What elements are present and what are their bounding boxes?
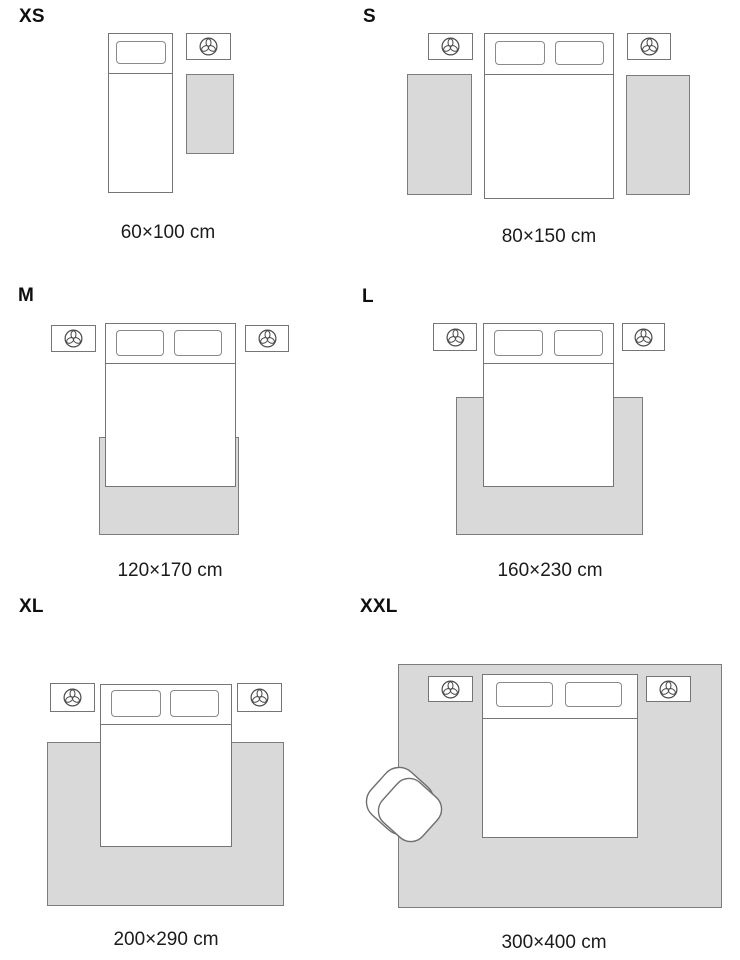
size-label: XXL (360, 596, 398, 617)
plant-icon (633, 327, 654, 348)
bed (482, 674, 638, 838)
size-label: XS (19, 6, 45, 27)
size-panel-m (0, 280, 360, 590)
rug-dimensions-caption: 160×230 cm (497, 560, 603, 581)
pillow (170, 690, 219, 717)
pillow (555, 41, 604, 65)
headboard-divider (483, 718, 637, 719)
rug-dimensions-caption: 80×150 cm (501, 226, 597, 247)
pillow (174, 330, 222, 356)
plant-icon (257, 328, 278, 349)
nightstand-left (433, 323, 477, 351)
plant-icon (62, 687, 83, 708)
plant-icon (198, 36, 219, 57)
pillow (111, 690, 161, 717)
pillow (495, 41, 545, 65)
size-panel-s (360, 0, 740, 260)
nightstand-right (646, 676, 691, 702)
pillow (116, 330, 164, 356)
plant-icon (440, 679, 461, 700)
nightstand-right (245, 325, 289, 352)
pillow (496, 682, 553, 707)
size-panel-xl (0, 590, 360, 960)
nightstand-right (627, 33, 671, 60)
nightstand-left (50, 683, 95, 712)
plant-icon (639, 36, 660, 57)
size-panel-xs (0, 0, 360, 260)
plant-icon (63, 328, 84, 349)
nightstand-left (51, 325, 96, 352)
rug-left (407, 74, 472, 195)
size-label: M (18, 285, 35, 306)
bed (108, 33, 173, 193)
rug-dimensions-caption: 60×100 cm (120, 222, 216, 243)
rug-dimensions-caption: 200×290 cm (113, 929, 219, 950)
bed (484, 33, 614, 199)
pillow (565, 682, 622, 707)
nightstand-left (428, 33, 473, 60)
bed (483, 323, 614, 487)
headboard-divider (101, 724, 231, 725)
rug (186, 74, 234, 154)
nightstand-left (428, 676, 473, 702)
plant-icon (249, 687, 270, 708)
headboard-divider (484, 363, 613, 364)
headboard-divider (485, 74, 613, 75)
bed (105, 323, 236, 487)
nightstand-right (237, 683, 282, 712)
nightstand (186, 33, 231, 60)
headboard-divider (109, 73, 172, 74)
plant-icon (440, 36, 461, 57)
pillow (494, 330, 543, 356)
bed (100, 684, 232, 847)
plant-icon (445, 327, 466, 348)
size-label: S (363, 6, 376, 27)
size-label: XL (19, 596, 44, 617)
pillow (554, 330, 603, 356)
size-label: L (362, 286, 374, 307)
size-panel-xxl (360, 590, 740, 960)
plant-icon (658, 679, 679, 700)
armchair (363, 766, 445, 848)
size-panel-l (360, 280, 740, 590)
nightstand-right (622, 323, 665, 351)
headboard-divider (106, 363, 235, 364)
rug-dimensions-caption: 300×400 cm (501, 932, 607, 953)
rug-right (626, 75, 690, 195)
rug-dimensions-caption: 120×170 cm (117, 560, 223, 581)
pillow (116, 41, 166, 64)
